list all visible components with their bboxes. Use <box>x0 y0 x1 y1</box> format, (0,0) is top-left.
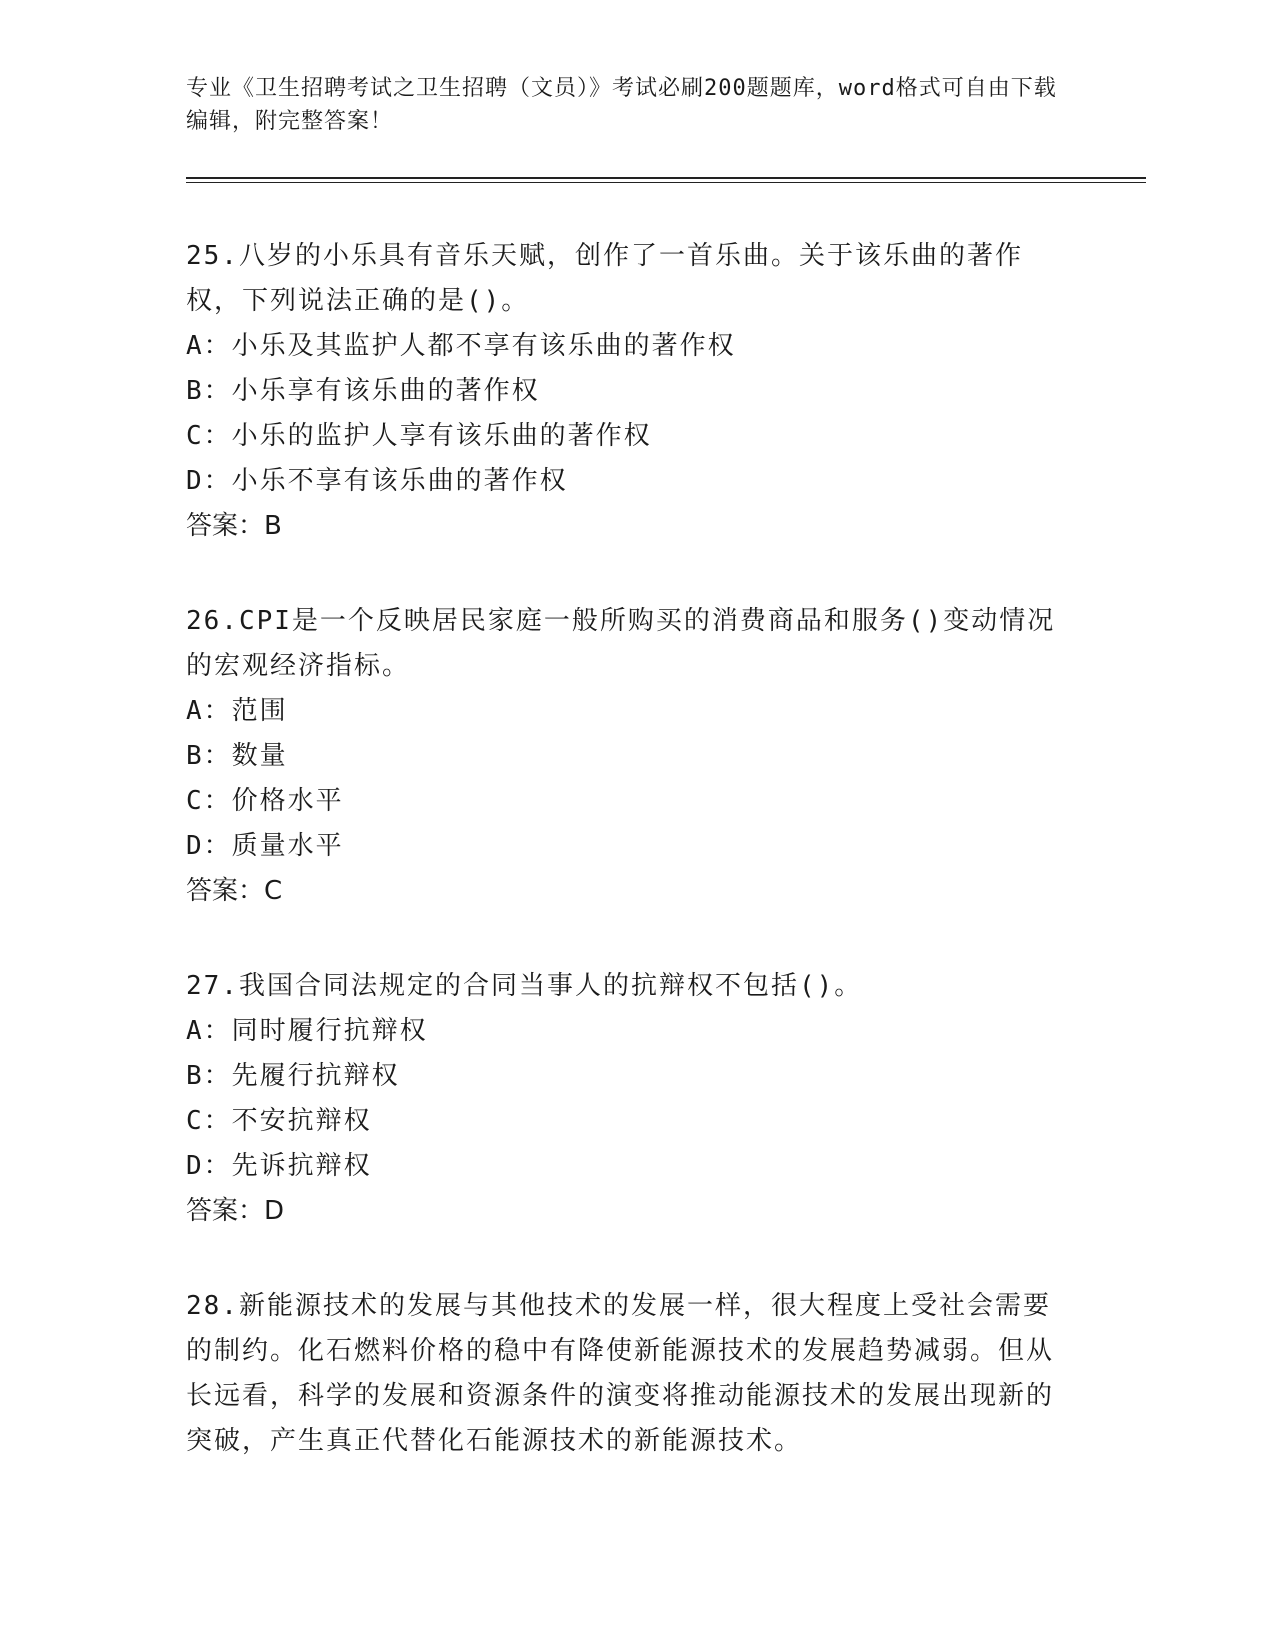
question-25 <box>186 234 1076 549</box>
option-text: 小乐及其监护人都不享有该乐曲的著作权 <box>231 331 736 361</box>
option-key: B： <box>186 741 232 771</box>
option-a <box>186 1009 1076 1054</box>
option-key: C： <box>186 1106 232 1136</box>
option-c <box>186 779 1076 824</box>
option-key: B： <box>186 1061 232 1091</box>
option-key: A： <box>186 1016 232 1046</box>
option-key: D： <box>186 466 232 496</box>
answer-line: 答案：B <box>186 511 282 541</box>
question-stem: 28.新能源技术的发展与其他技术的发展一样，很大程度上受社会需要的制约。化石燃料价格的稳中有降使新能源技术的发展趋势减弱。但从长远看，科学的发展和资源条件的演变将推动能源技术的发展出现新的突破，产生真正代替化石能源技术的新能源技术。 <box>186 1291 1055 1456</box>
option-text: 价格水平 <box>231 786 344 816</box>
header-divider-thick <box>186 177 1146 179</box>
option-b <box>186 734 1076 779</box>
option-key: C： <box>186 786 232 816</box>
option-b <box>186 369 1076 414</box>
document-header: 专业《卫生招聘考试之卫生招聘（文员）》考试必刷200题题库，word格式可自由下载编辑，附完整答案！ <box>186 76 1057 134</box>
option-d <box>186 824 1076 869</box>
option-c <box>186 1099 1076 1144</box>
question-stem: 27.我国合同法规定的合同当事人的抗辩权不包括()。 <box>186 971 863 1001</box>
option-b <box>186 1054 1076 1099</box>
option-text: 先诉抗辩权 <box>231 1151 372 1181</box>
option-text: 不安抗辩权 <box>231 1106 372 1136</box>
option-a <box>186 324 1076 369</box>
option-d <box>186 1144 1076 1189</box>
option-text: 数量 <box>231 741 288 771</box>
question-28 <box>186 1284 1076 1464</box>
answer-line: 答案：C <box>186 876 283 906</box>
question-stem: 25.八岁的小乐具有音乐天赋，创作了一首乐曲。关于该乐曲的著作权，下列说法正确的是()。 <box>186 241 1023 316</box>
question-list <box>186 234 1076 1514</box>
question-stem: 26.CPI是一个反映居民家庭一般所购买的消费商品和服务()变动情况的宏观经济指标。 <box>186 606 1056 681</box>
option-key: A： <box>186 331 232 361</box>
question-26 <box>186 599 1076 914</box>
option-text: 小乐享有该乐曲的著作权 <box>231 376 540 406</box>
answer-line: 答案：D <box>186 1196 285 1226</box>
option-text: 小乐的监护人享有该乐曲的著作权 <box>231 421 652 451</box>
option-text: 同时履行抗辩权 <box>231 1016 428 1046</box>
option-key: B： <box>186 376 232 406</box>
option-key: D： <box>186 1151 232 1181</box>
option-text: 质量水平 <box>231 831 344 861</box>
option-text: 先履行抗辩权 <box>231 1061 400 1091</box>
header-divider-thin <box>186 182 1146 183</box>
option-d <box>186 459 1076 504</box>
option-key: C： <box>186 421 232 451</box>
option-key: A： <box>186 696 232 726</box>
option-text: 范围 <box>231 696 288 726</box>
option-key: D： <box>186 831 232 861</box>
question-27 <box>186 964 1076 1234</box>
option-c <box>186 414 1076 459</box>
option-a <box>186 689 1076 734</box>
option-text: 小乐不享有该乐曲的著作权 <box>231 466 568 496</box>
